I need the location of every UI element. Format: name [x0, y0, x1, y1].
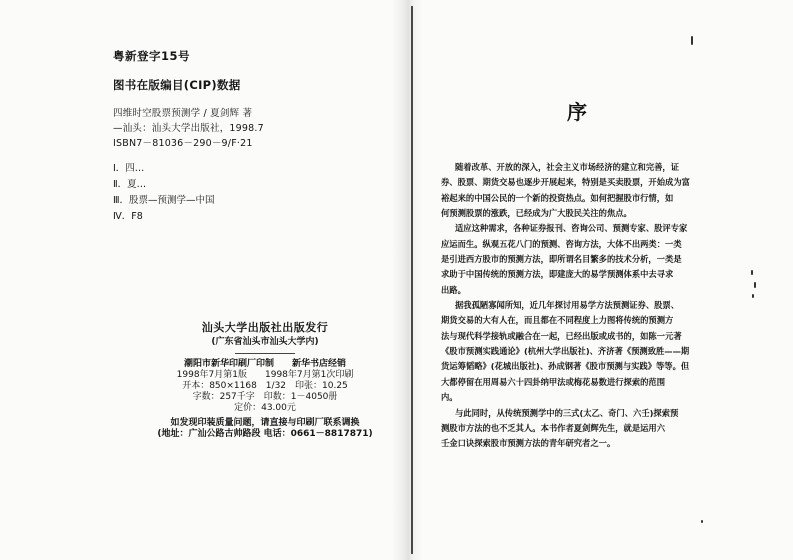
- text-line: 是引进西方股市的预测方法，即所谓名目繁多的技术分析，一类是: [441, 254, 682, 265]
- text-line: 裕起来的中国公民的一个新的投资热点。如何把握股市行情，如: [441, 192, 674, 203]
- scan-speck: [752, 294, 754, 298]
- colophon-printer: 潮阳市新华印刷厂印制 新华书店经销: [183, 359, 346, 369]
- scan-speck: [754, 282, 756, 288]
- text-line: 随着改革、开放的深入，社会主义市场经济的建立和完善，证: [455, 162, 680, 172]
- cip-title-author: 四维时空股票预测学 / 夏剑辉 著: [113, 108, 253, 119]
- text-line: 与此同时，从传统预测学中的三式(太乙、奇门、六壬)探索预: [455, 407, 679, 418]
- text-line: 大都停留在用周易六十四卦纳甲法或梅花易数进行探索的范围: [441, 376, 666, 387]
- text-line: 出路。: [441, 284, 466, 295]
- colophon-contact: (地址：广汕公路古帅路段 电话：0661－8817871): [157, 429, 373, 439]
- registration-number: 粤新登字15号: [113, 49, 191, 63]
- colophon-publisher: 汕头大学出版社出版发行: [201, 321, 329, 334]
- scan-speck: [751, 270, 753, 275]
- preface-body: [441, 160, 741, 452]
- text-line: 法与现代科学接轨或融合在一起，已经出版或成书的，如陈一元著: [441, 330, 682, 341]
- text-line: 适应这种需求，各种证券报刊、咨询公司、预测专家、股评专家: [455, 223, 688, 234]
- preface-title: 序: [567, 100, 587, 124]
- cip-isbn: ISBN7－81036－290－9/F·21: [113, 138, 253, 149]
- cip-publisher-line: —汕头：汕头大学出版社，1998.7: [113, 123, 264, 134]
- colophon-price: 定价：43.00元: [234, 403, 296, 413]
- colophon-editions: 1998年7月第1版 1998年7月第1次印刷: [176, 370, 354, 380]
- cip-heading: 图书在版编目(CIP)数据: [113, 78, 241, 92]
- text-line: 券、股票、期货交易也逐步开展起来，特别是买卖股票，开始成为富: [441, 177, 690, 188]
- subject-entry: Ⅱ．夏…: [113, 179, 147, 190]
- text-line: 何预测股票的涨跌，已经成为广大股民关注的焦点。: [441, 208, 632, 219]
- text-line: 内。: [441, 392, 458, 403]
- text-line: 据我孤陋寡闻所知，近几年探讨用易学方法预测证券、股票、: [455, 300, 680, 311]
- text-line: 求助于中国传统的预测方法，即建庞大的易学预测体系中去寻求: [441, 269, 674, 280]
- colophon-format: 开本：850×1168 1/32 印张：10.25: [182, 381, 348, 391]
- text-line: 货运筹韬略》(花城出版社)、孙成钢著《股市预测与实践》等等。但: [441, 361, 690, 372]
- colophon-wordcount: 字数：257千字 印数：1－4050册: [192, 392, 338, 402]
- subject-entry: Ⅰ．四…: [113, 163, 145, 174]
- colophon-address: (广东省汕头市汕头大学内): [211, 337, 319, 347]
- book-spine: [411, 6, 413, 554]
- text-line: 期货交易的大有人在，而且都在不同程度上力图将传统的预测方: [441, 315, 674, 326]
- scan-speck: [701, 520, 703, 523]
- text-line: 壬金口诀探索股市预测方法的青年研究者之一。: [441, 438, 616, 449]
- subject-entry: Ⅲ．股票—预测学—中国: [113, 195, 215, 206]
- colophon-divider: [235, 353, 295, 354]
- scan-speck: [691, 36, 693, 45]
- text-line: 《股市预测实践通论》(杭州大学出版社)、齐济著《预测致胜——期: [441, 346, 690, 357]
- subject-entry: Ⅳ．F8: [113, 211, 143, 222]
- text-line: 测股市方法的也不乏其人。本书作者夏剑辉先生，就是运用六: [441, 422, 666, 433]
- colophon: [150, 322, 380, 440]
- colophon-quality-notice: 如发现印装质量问题，请直接与印刷厂联系调换: [170, 418, 360, 428]
- text-line: 应运而生。纵观五花八门的预测、咨询方法，大体不出两类：一类: [441, 238, 682, 249]
- preface-page: [418, 0, 793, 560]
